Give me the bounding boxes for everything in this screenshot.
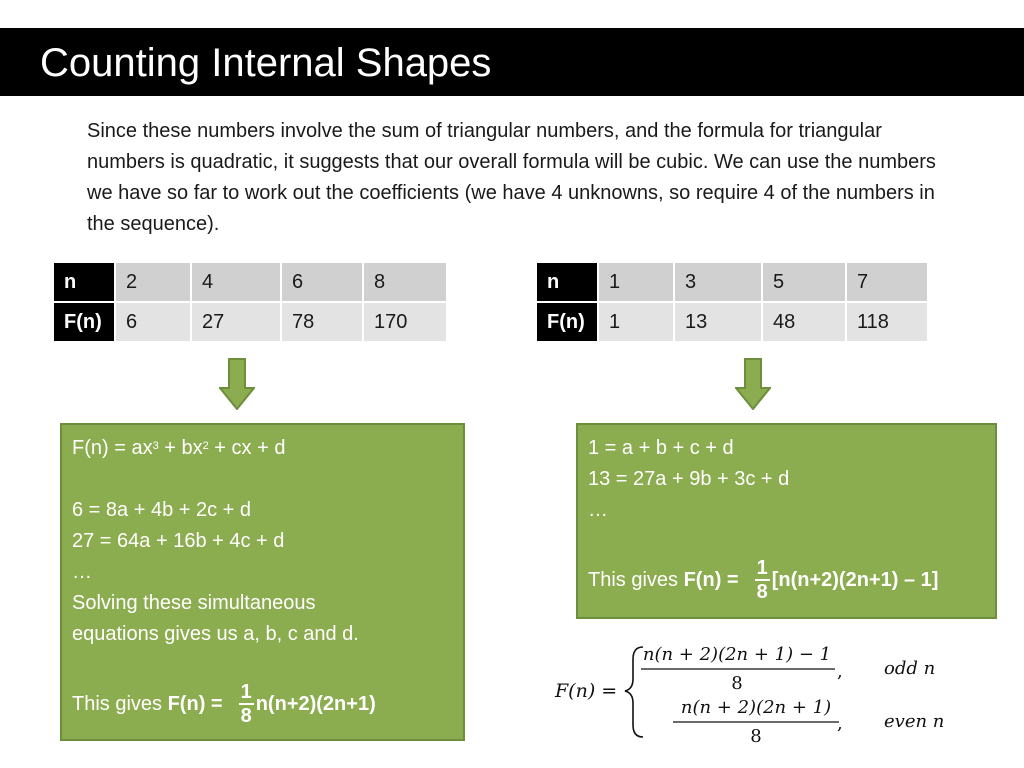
table-row xyxy=(537,263,927,301)
even-sequence-table xyxy=(52,261,448,343)
odd-sequence-table xyxy=(535,261,929,343)
comma: , xyxy=(837,713,843,734)
ellipsis: … xyxy=(72,561,92,583)
slide-title: Counting Internal Shapes xyxy=(40,41,492,85)
case1-numerator: n(n + 2)(2n + 1) − 1 xyxy=(642,644,832,665)
case1-denominator: 8 xyxy=(731,673,743,694)
equation-2: 27 = 64a + 16b + 4c + d xyxy=(72,530,285,552)
cell: 7 xyxy=(847,263,927,301)
cell: 6 xyxy=(282,263,362,301)
general-cubic: $F(n) = ax^3 + bx^2$ + cx + d xyxy=(72,437,286,459)
cell: 1 xyxy=(599,263,673,301)
case2-numerator: n(n + 2)(2n + 1) xyxy=(680,697,832,718)
result-formula: This gives F(n) = $\frac{1}{8}$ [n(n+2)(2n+1) – 1] xyxy=(588,557,939,603)
intro-paragraph: Since these numbers involve the sum of triangular numbers, and the formula for triangular numbers is quadratic, it suggests that our overall formula will be cubic. We can use the numbers we have so far to work out the coefficients (we have 4 unknowns, so require 4 of the numbers in the sequence). xyxy=(87,120,936,235)
solve-line-2: equations gives us a, b, c and d. xyxy=(72,623,359,645)
cell: 13 xyxy=(675,303,761,341)
cell: 170 xyxy=(364,303,446,341)
equation-2: 13 = 27a + 9b + 3c + d xyxy=(588,468,790,490)
even-working-box xyxy=(60,423,465,741)
table-row xyxy=(54,263,446,301)
cell: 5 xyxy=(763,263,845,301)
piecewise-formula xyxy=(553,633,953,745)
row-label-fn: F(n) xyxy=(54,303,114,341)
cell: 6 xyxy=(116,303,190,341)
comma: , xyxy=(837,661,843,682)
cell: 3 xyxy=(675,263,761,301)
cell: 2 xyxy=(116,263,190,301)
cell: 4 xyxy=(192,263,280,301)
cell: 48 xyxy=(763,303,845,341)
cell: 118 xyxy=(847,303,927,341)
cell: 8 xyxy=(364,263,446,301)
down-arrow-icon xyxy=(735,358,771,410)
case2-condition: even n xyxy=(884,711,945,732)
fraction: $\frac{1}{8}$ xyxy=(756,557,768,603)
fraction: $\frac{1}{8}$ xyxy=(240,681,252,727)
cell: 1 xyxy=(599,303,673,341)
case2-denominator: 8 xyxy=(750,726,762,745)
table-row xyxy=(54,303,446,341)
title-bar xyxy=(0,28,1024,96)
table-row xyxy=(537,303,927,341)
left-brace xyxy=(625,647,643,737)
down-arrow-icon xyxy=(219,358,255,410)
ellipsis: … xyxy=(588,499,608,521)
equation-1: 6 = 8a + 4b + 2c + d xyxy=(72,499,252,521)
row-label-n: n xyxy=(537,263,597,301)
piecewise-lhs: F(n) = xyxy=(555,680,618,702)
case1-condition: odd n xyxy=(884,658,936,679)
row-label-fn: F(n) xyxy=(537,303,597,341)
result-formula: This gives F(n) = $\frac{1}{8}$ n(n+2)(2n+1) xyxy=(72,681,376,727)
cell: 27 xyxy=(192,303,280,341)
cell: 78 xyxy=(282,303,362,341)
solve-line-1: Solving these simultaneous xyxy=(72,592,316,614)
equation-1: 1 = a + b + c + d xyxy=(588,437,734,459)
odd-working-box xyxy=(576,423,997,619)
row-label-n: n xyxy=(54,263,114,301)
